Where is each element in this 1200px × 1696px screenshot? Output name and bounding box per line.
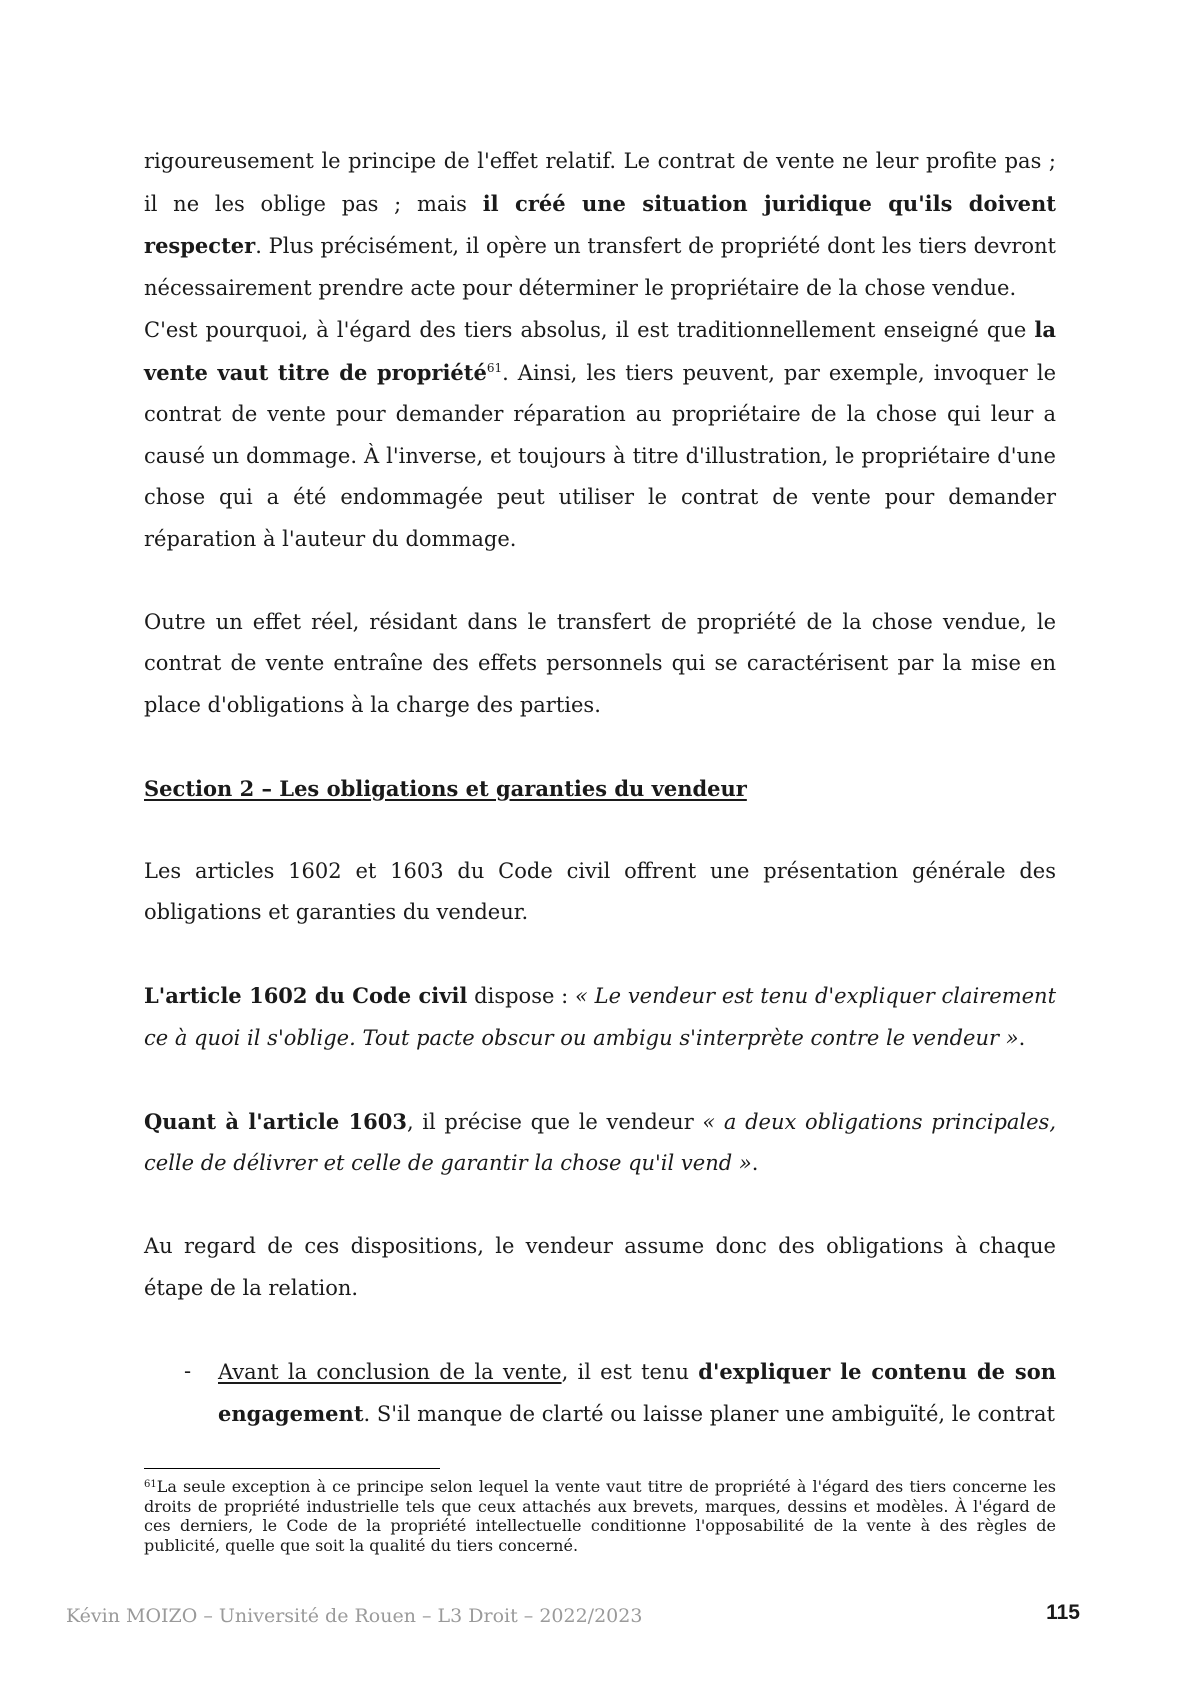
- footnote-text: La seule exception à ce principe selon lequel la vente vaut titre de propriété à l'égard des tiers concerne les droits de propriété industrielle tels que ceux attachés aux brevets, marques, dessins et modèles. À l'égard de ces derniers, le Code de la propriété intellectuelle conditionne l'opposabilité de la vente à des règles de publicité, quelle que soit la qualité du tiers concerné.: [144, 1477, 1056, 1555]
- bold-text: d'expliquer le contenu de son engagement: [218, 1358, 1056, 1426]
- text-run: , il précise que le vendeur: [406, 1109, 703, 1134]
- paragraph-articles-intro: Les articles 1602 et 1603 du Code civil offrent une présentation générale des obligations et garanties du vendeur.: [144, 858, 1056, 924]
- text-run: , il est tenu: [561, 1359, 699, 1384]
- text-run: .: [1018, 1025, 1026, 1050]
- list-bullet: -: [184, 1358, 192, 1383]
- footnote: [144, 1477, 1056, 1555]
- text-run: . S'il manque de clarté ou laisse planer une ambiguïté, le contrat: [363, 1402, 1055, 1426]
- text-run: C'est pourquoi, à l'égard des tiers absolus, il est traditionnellement enseigné que: [144, 318, 1035, 342]
- text-run: dispose :: [467, 984, 576, 1008]
- bold-text: Quant à l'article 1603: [144, 1108, 407, 1134]
- paragraph-effets-personnels: Outre un effet réel, résidant dans le transfert de propriété de la chose vendue, le contrat de vente entraîne des effets personnels qui se caractérisent par la mise en place d'obligations à la charge des parties.: [144, 609, 1056, 717]
- quoted-text: « Le vendeur est tenu d'expliquer clairement ce à quoi il s'oblige. Tout pacte obscur ou ambigu s'interprète contre le vendeur »: [144, 984, 1057, 1050]
- text-run: rigoureusement le principe de l'effet relatif. Le contrat de vente ne leur profite pas ; il ne les oblige pas ; mais: [144, 149, 1056, 216]
- list-item: [144, 1351, 1056, 1436]
- paragraph-article-1602: [144, 975, 1056, 1059]
- paragraph-article-1603: [144, 1101, 1056, 1185]
- page-footer: Kévin MOIZO – Université de Rouen – L3 Droit – 2022/2023: [66, 1605, 643, 1627]
- paragraph-dispositions: Au regard de ces dispositions, le vendeur assume donc des obligations à chaque étape de la relation.: [144, 1234, 1056, 1300]
- page-number: 115: [1046, 1601, 1080, 1624]
- footnote-reference[interactable]: 61: [486, 360, 503, 375]
- bold-text: la vente vaut titre de propriété: [144, 317, 1056, 385]
- footnote-separator: [144, 1468, 440, 1469]
- text-run: . Ainsi, les tiers peuvent, par exemple, invoquer le contrat de vente pour demander réparation au propriétaire de la chose qui leur a causé un dommage. À l'inverse, et toujours à titre d'illustration, le propriétaire d'une chose qui a été endommagée peut utiliser le contrat de vente pour demander réparation à l'auteur du dommage.: [144, 360, 1057, 551]
- bold-text: il créé une situation juridique qu'ils doivent respecter: [144, 190, 1056, 258]
- text-run: .: [751, 1151, 759, 1175]
- bold-text: L'article 1602 du Code civil: [144, 983, 468, 1008]
- footnote-number: 61: [144, 1479, 157, 1490]
- paragraph-tiers-absolus: [144, 309, 1056, 560]
- page-body: [144, 141, 1056, 1436]
- underlined-text: Avant la conclusion de la vente: [218, 1359, 562, 1384]
- paragraph-effet-relatif: [144, 141, 1056, 309]
- section-heading: Section 2 – Les obligations et garanties du vendeur: [144, 775, 747, 801]
- text-run: . Plus précisément, il opère un transfert de propriété dont les tiers devront nécessairement prendre acte pour déterminer le propriétaire de la chose vendue.: [144, 234, 1056, 300]
- quoted-text: « a deux obligations principales, celle de délivrer et celle de garantir la chose qu'il vend »: [144, 1109, 1057, 1175]
